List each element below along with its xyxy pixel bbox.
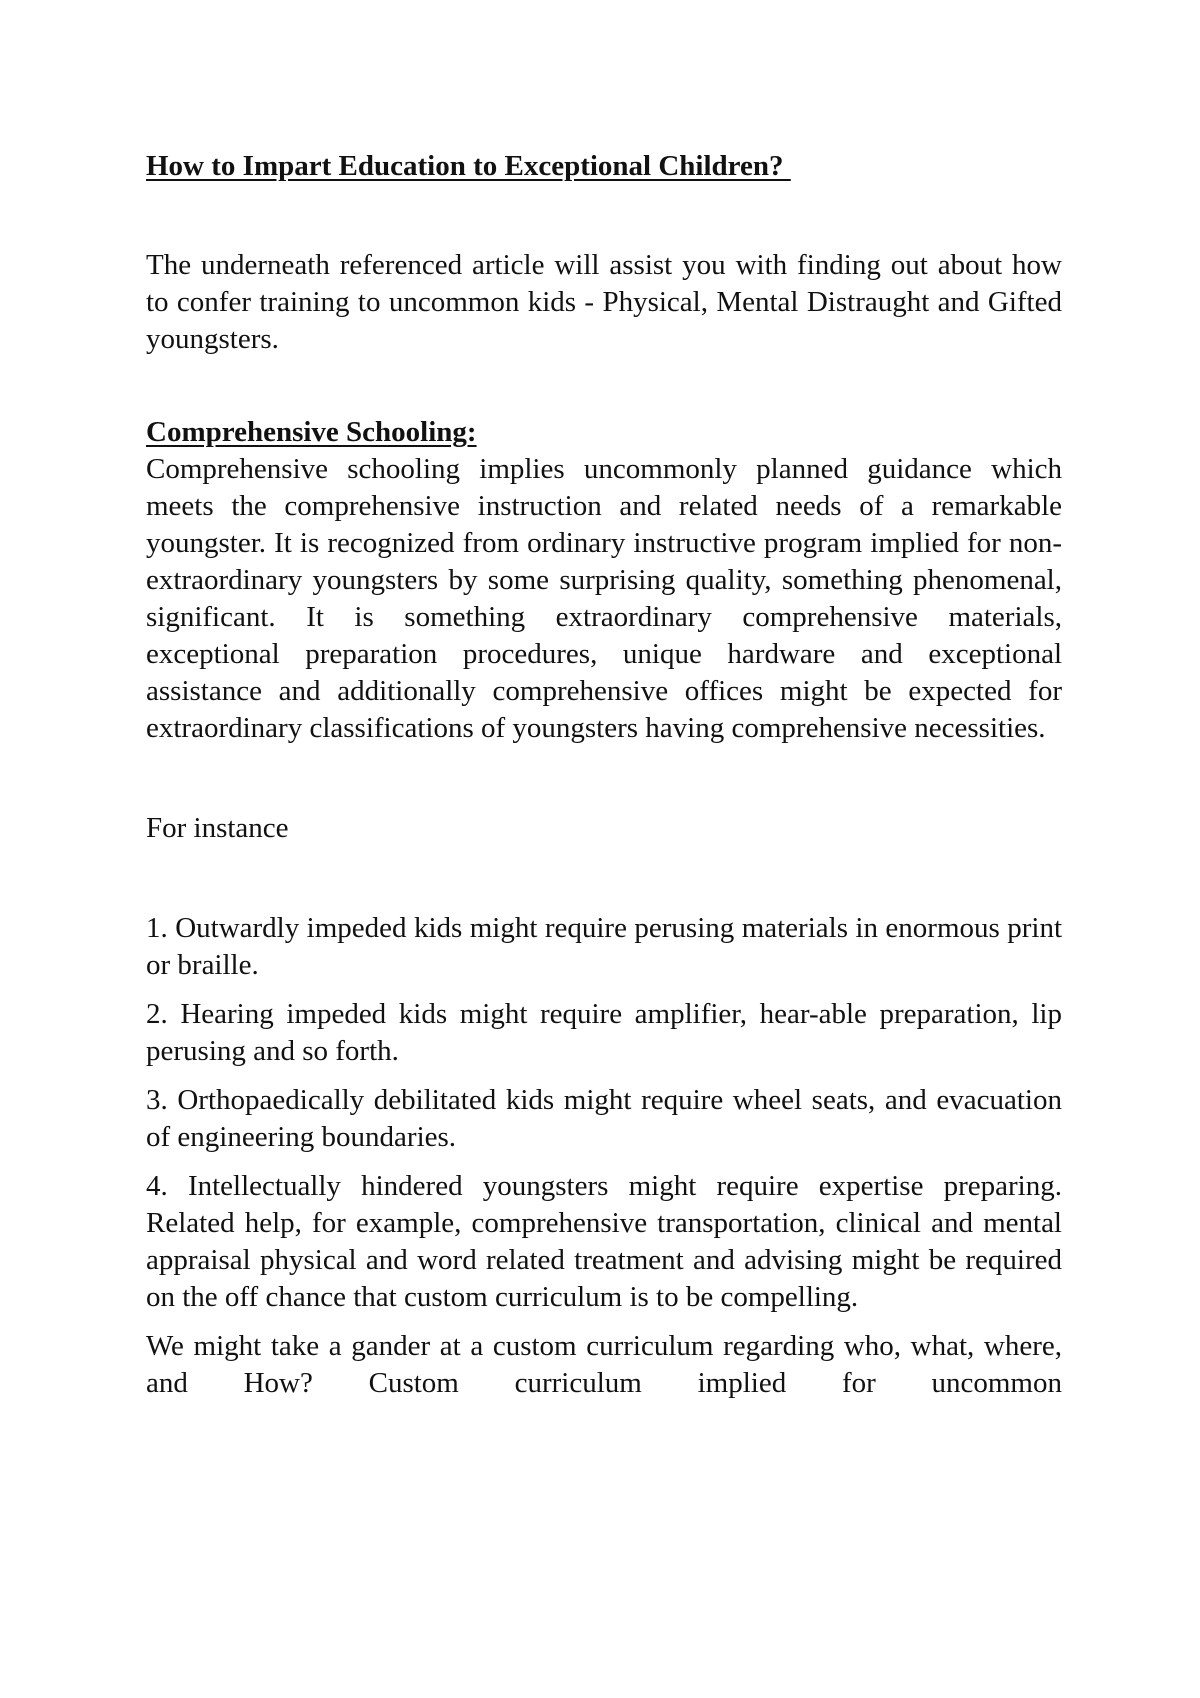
for-instance-label: For instance bbox=[146, 812, 289, 844]
document-page bbox=[146, 148, 1062, 1402]
list-item: 4. Intellectually hindered youngsters might require expertise preparing. Related help, for example, comprehensive transportation, clinical and mental appraisal physical and word related treatment and advising might be required on the off chance that custom curriculum is to be compelling. bbox=[146, 1170, 1062, 1313]
intro-paragraph: The underneath referenced article will assist you with finding out about how to confer training to uncommon kids - Physical, Mental Distraught and Gifted youngsters. bbox=[146, 249, 1062, 355]
closing-paragraph: We might take a gander at a custom curriculum regarding who, what, where, and How? Custom curriculum implied for uncommon bbox=[146, 1330, 1062, 1399]
list-item: 2. Hearing impeded kids might require amplifier, hear-able preparation, lip perusing and so forth. bbox=[146, 998, 1062, 1067]
list-item: 3. Orthopaedically debilitated kids might require wheel seats, and evacuation of engineering boundaries. bbox=[146, 1084, 1062, 1153]
examples-list bbox=[146, 910, 1062, 1316]
section-body-paragraph: Comprehensive schooling implies uncommonly planned guidance which meets the comprehensive instruction and related needs of a remarkable youngster. It is recognized from ordinary instructive program implied for non-extraordinary youngsters by some surprising quality, something phenomenal, significant. It is something extraordinary comprehensive materials, exceptional preparation procedures, unique hardware and exceptional assistance and additionally comprehensive offices might be expected for extraordinary classifications of youngsters having comprehensive necessities. bbox=[146, 453, 1062, 744]
document-title: How to Impart Education to Exceptional Children? bbox=[146, 150, 791, 182]
list-item: 1. Outwardly impeded kids might require perusing materials in enormous print or braille. bbox=[146, 912, 1062, 981]
section-heading: Comprehensive Schooling: bbox=[146, 416, 477, 448]
